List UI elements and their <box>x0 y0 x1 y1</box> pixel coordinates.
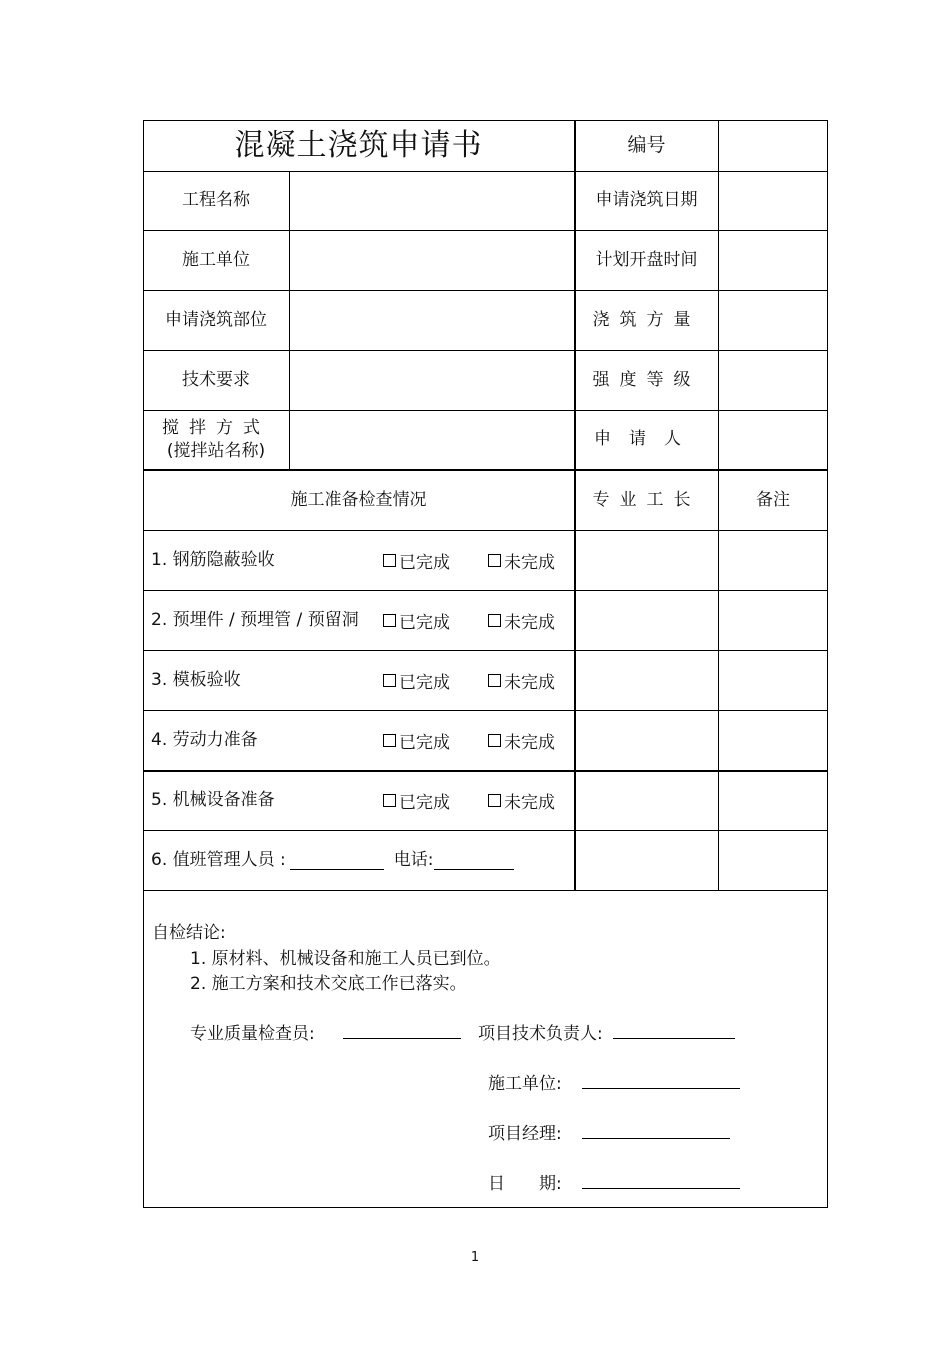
pour-volume-field[interactable] <box>719 290 827 350</box>
applicant-field[interactable] <box>719 410 827 469</box>
check-section-header: 施工准备检查情况 <box>290 489 427 510</box>
machinery-notdone-checkbox[interactable] <box>488 770 555 830</box>
planned-start-label: 计划开盘时间 <box>595 249 698 270</box>
conclusion-line-1: 1. 原材料、机械设备和施工人员已到位。 <box>190 949 501 969</box>
number-field[interactable] <box>719 120 827 171</box>
duty-staff-label: 6. 值班管理人员 : <box>151 849 286 870</box>
pour-date-label: 申请浇筑日期 <box>595 190 698 211</box>
mixing-method-text: 搅拌方式 <box>162 418 270 439</box>
strength-grade-field[interactable] <box>719 350 827 410</box>
conclusion-heading: 自检结论: <box>152 923 226 943</box>
tech-lead-signature-line[interactable] <box>613 1020 735 1039</box>
check-item-formwork: 3. 模板验收 <box>151 669 241 690</box>
mixing-method-field[interactable] <box>290 410 574 469</box>
notdone-label: 未完成 <box>504 672 555 693</box>
checkbox-icon <box>383 794 396 807</box>
labor-done-checkbox[interactable] <box>383 710 450 770</box>
project-name-label: 工程名称 <box>182 190 250 211</box>
check-item-labor: 4. 劳动力准备 <box>151 729 258 750</box>
duty-staff-field[interactable] <box>290 851 384 870</box>
pour-date-field[interactable] <box>719 171 827 230</box>
checkbox-icon <box>383 554 396 567</box>
inspector-signature-line[interactable] <box>343 1020 461 1039</box>
date-line[interactable] <box>582 1170 740 1189</box>
row-divider <box>143 890 828 891</box>
check-item-duty-staff <box>143 830 574 890</box>
manager-signature-line[interactable] <box>582 1120 730 1139</box>
mixing-station-text: (搅拌站名称) <box>166 440 266 461</box>
foreman-header: 专业工长 <box>592 489 701 510</box>
rebar-notdone-checkbox[interactable] <box>488 530 555 590</box>
done-label: 已完成 <box>399 792 450 813</box>
remark-header: 备注 <box>756 489 790 510</box>
unit-label: 施工单位: <box>488 1074 562 1094</box>
unit-signature-line[interactable] <box>582 1070 740 1089</box>
done-label: 已完成 <box>399 732 450 753</box>
page-number: 1 <box>470 1250 480 1265</box>
pour-volume-label: 浇筑方量 <box>592 309 701 330</box>
checkbox-icon <box>488 554 501 567</box>
date-label: 日 期: <box>488 1174 562 1194</box>
form-title: 混凝土浇筑申请书 <box>234 128 483 163</box>
number-label: 编号 <box>627 134 666 157</box>
notdone-label: 未完成 <box>504 792 555 813</box>
planned-start-field[interactable] <box>719 230 827 290</box>
embedded-notdone-checkbox[interactable] <box>488 590 555 650</box>
conclusion-line-2: 2. 施工方案和技术交底工作已落实。 <box>190 974 467 994</box>
applicant-label: 申请人 <box>594 429 699 450</box>
checkbox-icon <box>488 674 501 687</box>
notdone-label: 未完成 <box>504 732 555 753</box>
check-item-embedded: 2. 预埋件 / 预埋管 / 预留洞 <box>151 609 359 630</box>
machinery-done-checkbox[interactable] <box>383 770 450 830</box>
manager-label: 项目经理: <box>488 1124 562 1144</box>
rebar-done-checkbox[interactable] <box>383 530 450 590</box>
inspector-label: 专业质量检查员: <box>190 1024 315 1044</box>
tech-lead-label: 项目技术负责人: <box>478 1024 603 1044</box>
labor-notdone-checkbox[interactable] <box>488 710 555 770</box>
pour-location-label: 申请浇筑部位 <box>165 309 267 330</box>
done-label: 已完成 <box>399 672 450 693</box>
pour-location-field[interactable] <box>290 290 574 350</box>
formwork-notdone-checkbox[interactable] <box>488 650 555 710</box>
mixing-method-label <box>143 410 289 469</box>
checkbox-icon <box>383 734 396 747</box>
strength-grade-label: 强度等级 <box>592 369 701 390</box>
formwork-done-checkbox[interactable] <box>383 650 450 710</box>
checkbox-icon <box>488 614 501 627</box>
checkbox-icon <box>488 794 501 807</box>
done-label: 已完成 <box>399 552 450 573</box>
checkbox-icon <box>488 734 501 747</box>
tech-requirements-field[interactable] <box>290 350 574 410</box>
embedded-done-checkbox[interactable] <box>383 590 450 650</box>
construction-unit-field[interactable] <box>290 230 574 290</box>
notdone-label: 未完成 <box>504 552 555 573</box>
checkbox-icon <box>383 614 396 627</box>
notdone-label: 未完成 <box>504 612 555 633</box>
check-item-rebar: 1. 钢筋隐蔽验收 <box>151 549 275 570</box>
project-name-field[interactable] <box>290 171 574 230</box>
phone-field[interactable] <box>434 851 514 870</box>
checkbox-icon <box>383 674 396 687</box>
construction-unit-label: 施工单位 <box>182 249 250 270</box>
done-label: 已完成 <box>399 612 450 633</box>
check-item-machinery: 5. 机械设备准备 <box>151 789 275 810</box>
tech-requirements-label: 技术要求 <box>182 369 250 390</box>
phone-label: 电话: <box>393 849 434 870</box>
